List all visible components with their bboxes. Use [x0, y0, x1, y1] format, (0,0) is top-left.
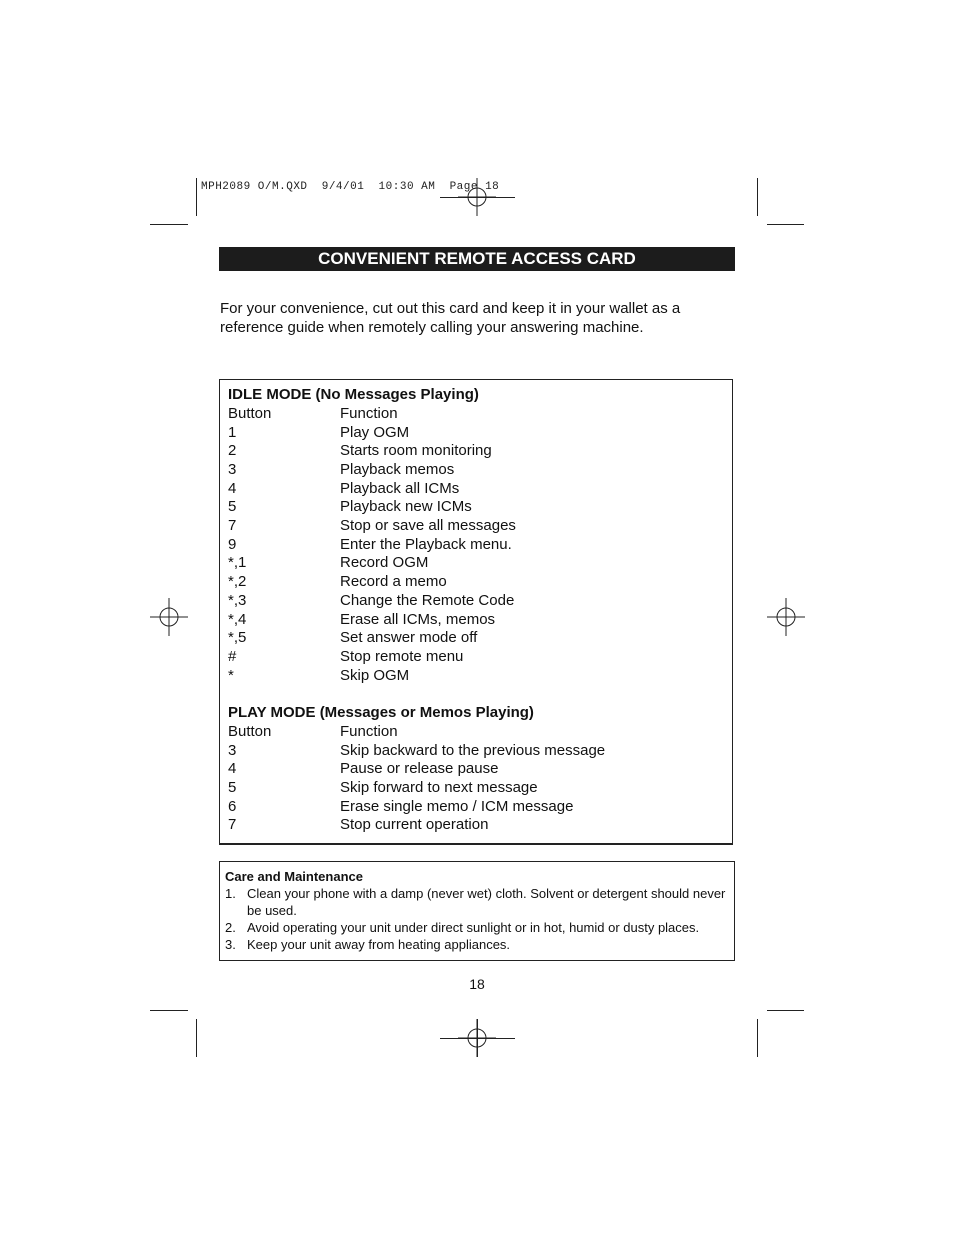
- column-header-button: Button: [228, 405, 272, 422]
- crop-mark-top-center-h: [440, 197, 515, 198]
- row-function: Stop remote menu: [340, 647, 464, 665]
- slug-time: 10:30 AM: [378, 181, 436, 193]
- column-header-function: Function: [340, 405, 398, 422]
- row-function: Record a memo: [340, 573, 447, 591]
- care-heading: Care and Maintenance: [225, 869, 363, 884]
- row-button: *,1: [228, 554, 247, 572]
- care-item-text: Clean your phone with a damp (never wet) cloth. Solvent or detergent should never be used.: [247, 886, 726, 918]
- remote-access-card: [219, 379, 733, 845]
- care-maintenance-box: [219, 861, 735, 961]
- row-button: 7: [228, 517, 237, 534]
- care-item-number: 3.: [225, 937, 236, 952]
- row-function: Enter the Playback menu.: [340, 535, 512, 553]
- row-button: *,3: [228, 591, 247, 609]
- row-button: 5: [228, 778, 237, 796]
- row-function: Play OGM: [340, 423, 410, 441]
- row-function: Pause or release pause: [340, 760, 499, 778]
- row-button: 7: [228, 816, 237, 834]
- crop-mark-bottom-center-h: [440, 1038, 515, 1039]
- row-function: Record OGM: [340, 554, 429, 572]
- crop-mark-top-left-h: [150, 224, 188, 225]
- row-function: Playback all ICMs: [340, 479, 460, 497]
- crop-mark-bottom-left-v: [196, 1019, 197, 1057]
- page-title: CONVENIENT REMOTE ACCESS CARD: [219, 247, 735, 271]
- registration-mark-right-icon: [767, 598, 805, 636]
- row-function: Change the Remote Code: [340, 591, 515, 609]
- idle-mode-heading: IDLE MODE (No Messages Playing): [228, 386, 479, 403]
- care-item-number: 2.: [225, 920, 236, 935]
- row-button: 3: [228, 460, 237, 478]
- crop-mark-bottom-left-h: [150, 1010, 188, 1011]
- slug-file: MPH2089 O/M.QXD: [201, 181, 308, 193]
- row-button: 9: [228, 535, 237, 553]
- slug-date: 9/4/01: [321, 181, 365, 193]
- row-function: Playback new ICMs: [340, 498, 472, 516]
- play-mode-heading: PLAY MODE (Messages or Memos Playing): [228, 704, 534, 721]
- page-number: 18: [469, 976, 485, 992]
- row-button: *,4: [228, 610, 247, 628]
- row-button: 5: [228, 498, 237, 516]
- row-button: 1: [228, 423, 237, 441]
- row-function: Skip forward to next message: [340, 778, 538, 796]
- row-button: *,5: [228, 629, 247, 647]
- crop-mark-top-right-v: [757, 178, 758, 216]
- row-function: Stop or save all messages: [340, 517, 516, 534]
- row-function: Playback memos: [340, 460, 455, 478]
- crop-mark-top-right-h: [767, 224, 804, 225]
- row-button: 6: [228, 797, 237, 815]
- row-button: 4: [228, 479, 237, 497]
- column-header-button: Button: [228, 723, 272, 740]
- slug-page: Page 18: [449, 181, 500, 193]
- printer-slug: [201, 181, 499, 193]
- row-function: Starts room monitoring: [340, 442, 492, 460]
- row-function: Skip backward to the previous message: [340, 741, 606, 759]
- row-function: Erase all ICMs, memos: [340, 610, 496, 628]
- intro-paragraph: For your convenience, cut out this card and keep it in your wallet as a reference guide when remotely calling your answering machine.: [220, 300, 681, 336]
- care-item-text: Keep your unit away from heating appliances.: [247, 937, 511, 952]
- row-function: Set answer mode off: [340, 629, 478, 647]
- care-item-number: 1.: [225, 886, 236, 901]
- crop-mark-top-left-v: [196, 178, 197, 216]
- row-button: 4: [228, 760, 237, 778]
- row-button: *,2: [228, 573, 247, 591]
- row-button: 2: [228, 442, 237, 460]
- care-item-text: Avoid operating your unit under direct sunlight or in hot, humid or dusty places.: [247, 920, 700, 935]
- registration-mark-left-icon: [150, 598, 188, 636]
- row-function: Erase single memo / ICM message: [340, 797, 574, 815]
- row-button: #: [228, 647, 237, 665]
- row-function: Stop current operation: [340, 816, 489, 834]
- row-button: 3: [228, 741, 237, 759]
- row-function: Skip OGM: [340, 666, 410, 684]
- crop-mark-bottom-right-h: [767, 1010, 804, 1011]
- column-header-function: Function: [340, 723, 398, 740]
- crop-mark-bottom-right-v: [757, 1019, 758, 1057]
- row-button: *: [228, 666, 234, 684]
